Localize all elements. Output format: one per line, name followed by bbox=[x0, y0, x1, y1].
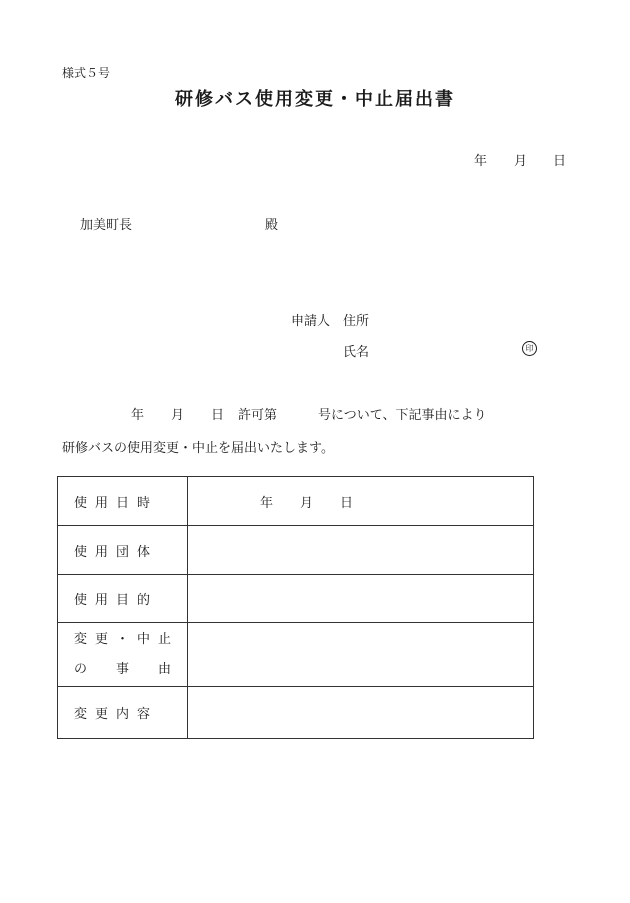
row-value-usage-group[interactable] bbox=[188, 526, 534, 575]
body-day: 日 bbox=[211, 408, 225, 423]
row-label-change-reason bbox=[58, 623, 188, 687]
body-month: 月 bbox=[171, 408, 185, 423]
table-row bbox=[58, 575, 534, 623]
applicant-label: 申請人 bbox=[291, 314, 331, 329]
change-reason-line-1: 変更・中止 bbox=[74, 631, 180, 647]
permit-suffix: 号について、下記事由により bbox=[318, 408, 487, 423]
usage-month-label: 月 bbox=[300, 495, 314, 511]
document-title: 研修バス使用変更・中止届出書 bbox=[175, 89, 455, 110]
address-label: 住所 bbox=[343, 314, 370, 329]
row-value-usage-purpose[interactable] bbox=[188, 575, 534, 623]
row-label-usage-purpose: 使用目的 bbox=[58, 575, 188, 623]
form-number: 様式５号 bbox=[62, 66, 111, 80]
table-row bbox=[58, 477, 534, 526]
row-value-change-details[interactable] bbox=[188, 687, 534, 739]
row-label-change-details: 変更内容 bbox=[58, 687, 188, 739]
table-row bbox=[58, 526, 534, 575]
seal-mark: 印 bbox=[522, 341, 537, 356]
row-value-usage-datetime[interactable] bbox=[188, 477, 534, 526]
change-reason-line-2: の 事 由 bbox=[74, 661, 180, 677]
details-table bbox=[57, 476, 534, 739]
body-line-2: 研修バスの使用変更・中止を届出いたします。 bbox=[62, 441, 334, 456]
usage-day-label: 日 bbox=[340, 495, 354, 511]
body-year: 年 bbox=[131, 408, 145, 423]
honorific: 殿 bbox=[265, 218, 279, 233]
header-day-label: 日 bbox=[553, 154, 567, 169]
permit-prefix: 許可第 bbox=[238, 408, 278, 423]
row-label-usage-group: 使用団体 bbox=[58, 526, 188, 575]
name-label: 氏名 bbox=[343, 345, 370, 360]
table-row bbox=[58, 687, 534, 739]
header-year-label: 年 bbox=[474, 154, 488, 169]
row-value-change-reason[interactable] bbox=[188, 623, 534, 687]
usage-year-label: 年 bbox=[260, 495, 274, 511]
row-label-usage-datetime: 使用日時 bbox=[58, 477, 188, 526]
header-month-label: 月 bbox=[514, 154, 528, 169]
table-row bbox=[58, 623, 534, 687]
addressee: 加美町長 bbox=[80, 218, 133, 233]
